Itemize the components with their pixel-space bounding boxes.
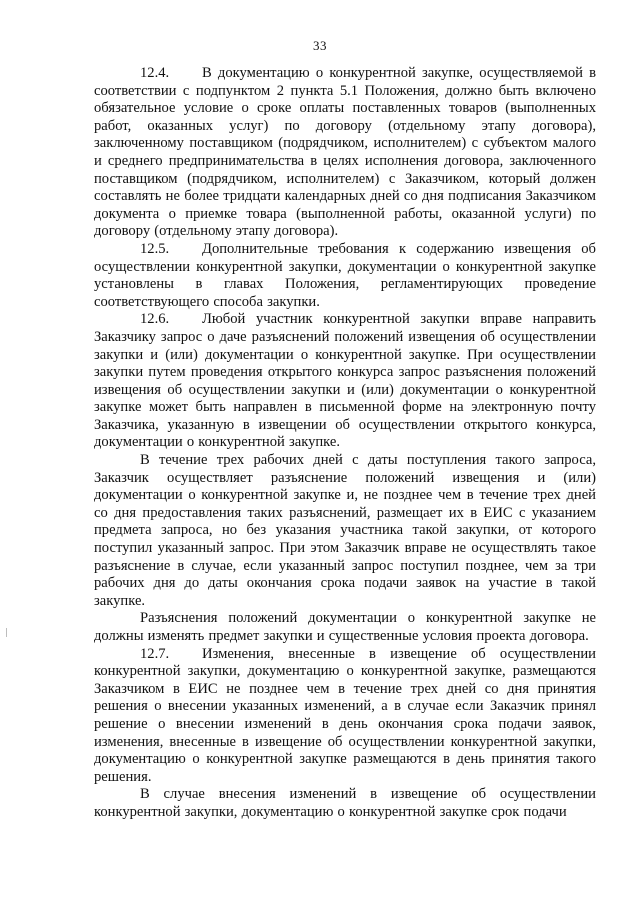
clause-number: 12.5. <box>140 240 170 257</box>
paragraph-text: Любой участник конкурентной закупки вправе направить Заказчику запрос о даче разъяснений положений извещения об осуществлении закупки и (или) документации о конкурентной закупке. При осуществлении закупки путем проведения открытого конкурса запрос разъяснения положений извещения об осуществлении закупки и (или) документации о конкурентной закупке может быть направлен в письменной форме на электронную почту Заказчика, указанную в извещении об осуществлении открытого конкурса, документации о конкурентной закупке. <box>94 311 596 451</box>
page-number: 33 <box>313 38 327 53</box>
paragraph-12-5 <box>94 241 596 311</box>
clause-number: 12.6. <box>140 311 170 328</box>
paragraph-12-7-changes: В случае внесения изменений в извещение об осуществлении конкурентной закупки, документацию о конкурентной закупке срок подачи <box>94 786 596 820</box>
paragraph-12-6-clarifications: Разъяснения положений документации о конкурентной закупке не должны изменять предмет закупки и существенные условия проекта договора. <box>94 610 596 644</box>
paragraph-text: Дополнительные требования к содержанию извещения об осуществлении конкурентной закупки, документации о конкурентной закупке установлены в главах Положения, регламентирующих проведение соответствующего способа закупки. <box>94 240 596 310</box>
paragraph-text: В документацию о конкурентной закупке, осуществляемой в соответствии с подпунктом 2 пункта 5.1 Положения, должно быть включено обязательное условие о сроке оплаты поставленных товаров (выполненных работ, оказанных услуг) по договору (отдельному этапу договора), заключенному поставщиком (подрядчиком, исполнителем) с субъектом малого и среднего предпринимательства в целях исполнения договора, заключенного поставщиком (подрядчиком, исполнителем) с Заказчиком, который должен составлять не более тридцати календарных дней со дня подписания Заказчиком документа о приемке товара (выполненной работы, оказанной услуги) по договору (отдельному этапу договора). <box>94 65 596 240</box>
paragraph-text: Изменения, внесенные в извещение об осуществлении конкурентной закупки, документацию о конкурентной закупке, размещаются Заказчиком в ЕИС не позднее чем в течение трех дней со дня принятия решения о внесении указанных изменений, а в случае если Заказчик принял решение о внесении изменений в день окончания срока подачи заявок, изменения, внесенные в извещение об осуществлении конкурентной закупки, документацию о конкурентной закупке размещаются в день принятия такого решения. <box>94 645 596 785</box>
paragraph-12-6 <box>94 311 596 452</box>
paragraph-12-6-response: В течение трех рабочих дней с даты поступления такого запроса, Заказчик осуществляет разъяснение положений извещения и (или) документации о конкурентной закупке и, не позднее чем в течение трех дней со дня предоставления таких разъяснений, размещает их в ЕИС с указанием предмета запроса, но без указания участника такой закупки, от которого поступил указанный запрос. При этом Заказчик вправе не осуществлять такое разъяснение в случае, если указанный запрос поступил позднее, чем за три рабочих дня до даты окончания срока подачи заявок на участие в такой закупке. <box>94 452 596 609</box>
paragraph-12-4 <box>94 65 596 241</box>
document-body <box>94 65 596 822</box>
clause-number: 12.4. <box>140 65 170 81</box>
paragraph-12-7 <box>94 646 596 787</box>
clause-number: 12.7. <box>140 645 170 662</box>
margin-mark <box>6 628 7 637</box>
